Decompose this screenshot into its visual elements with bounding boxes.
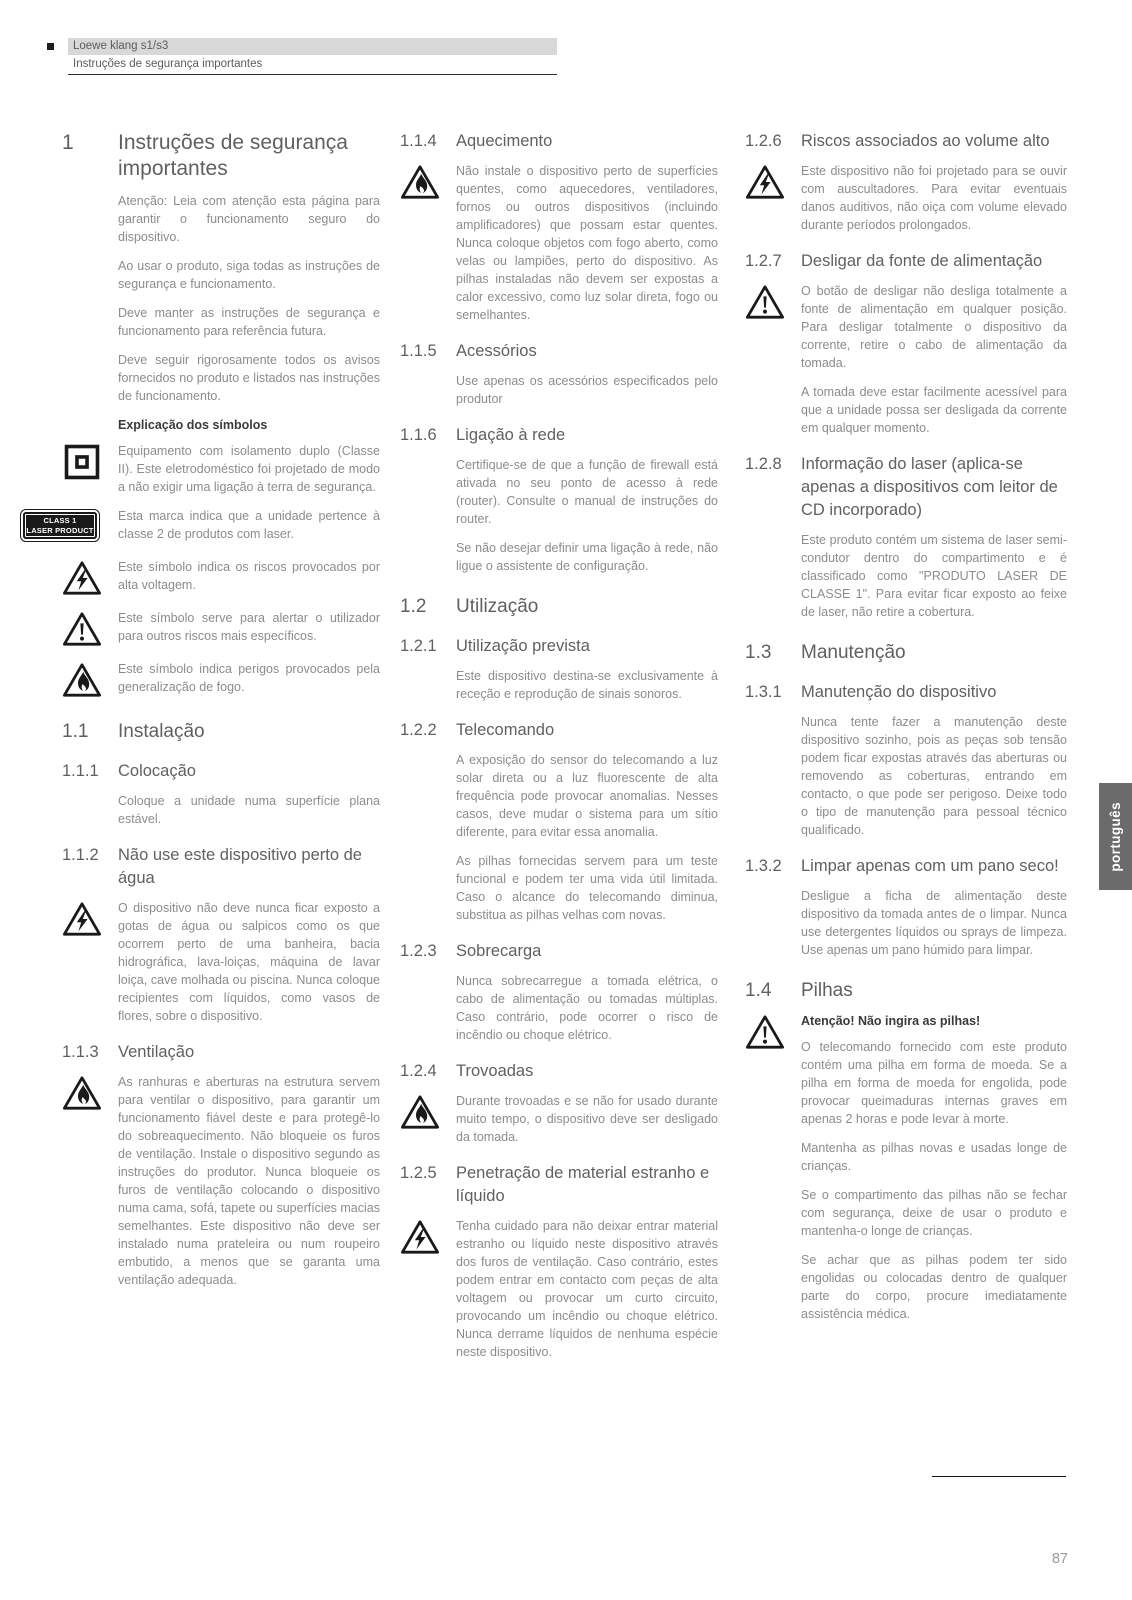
paragraph-text: Se não desejar definir uma ligação à rede, não ligue o assistente de configuração.	[456, 541, 718, 573]
heading-title: Trovoadas	[456, 1062, 534, 1080]
heading-number: 1.2.7	[745, 252, 782, 270]
high-voltage-icon	[400, 1219, 440, 1255]
paragraph	[745, 383, 1067, 437]
paragraph-text: Este dispositivo destina-se exclusivamente à receção e reprodução de sinais sonoros.	[456, 669, 718, 701]
paragraph	[400, 539, 718, 575]
general-warning-icon	[745, 1014, 785, 1050]
warning-paragraph	[745, 282, 1067, 372]
page-header	[68, 38, 557, 75]
footer-rule	[932, 1476, 1066, 1477]
paragraph-text: Equipamento com isolamento duplo (Classe II). Este eletrodoméstico foi projetado de modo a não exigir uma ligação à terra de segurança.	[118, 444, 380, 494]
heading-number: 1.3.1	[745, 683, 782, 701]
heading-title: Sobrecarga	[456, 942, 542, 960]
paragraph-text: Esta marca indica que a unidade pertence à classe 2 de produtos com laser.	[118, 509, 380, 541]
heading-number: 1.1	[62, 721, 89, 742]
heading-title: Utilização	[456, 596, 539, 617]
heading-title: Informação do laser (aplica-se apenas a dispositivos com leitor de CD incorporado)	[801, 455, 1058, 519]
paragraph-text: Deve manter as instruções de segurança e funcionamento para referência futura.	[118, 306, 380, 338]
paragraph-text: As pilhas fornecidas servem para um teste funcional e podem ter uma vida útil limitada. Caso o alcance do telecomando diminua, substitua as pilhas velhas com novas.	[456, 854, 718, 922]
heading	[745, 979, 1067, 1003]
paragraph-text: Nunca tente fazer a manutenção deste dispositivo sozinho, pois as peças sob tensão podem ficar expostas através das aberturas ou removendo as coberturas, entrando em contacto, o que pode ser perigoso. Deixe todo o tipo de manutenção para pessoal técnico qualificado.	[801, 715, 1067, 837]
heading-title: Acessórios	[456, 342, 537, 360]
laser-badge-line1: CLASS 1	[43, 516, 77, 525]
paragraph-text: A tomada deve estar facilmente acessível para que a unidade possa ser desligada da corrente em qualquer momento.	[801, 385, 1067, 435]
heading-title: Aquecimento	[456, 132, 553, 150]
warning-paragraph	[400, 162, 718, 324]
column-3	[745, 130, 1067, 1334]
paragraph-text: O dispositivo não deve nunca ficar exposto a gotas de água ou salpicos como os que ocorrem perto de uma banheira, bacia hidrográfica, lava-loiças, máquina de lavar loiça, cave molhada ou piscina. Nunca coloque recipientes com líquidos, como vasos de flores, sobre o dispositivo.	[118, 901, 380, 1023]
laser-badge-line2: LASER PRODUCT	[26, 525, 94, 535]
warning-paragraph	[400, 1217, 718, 1361]
fire-hazard-icon	[400, 164, 440, 200]
heading-number: 1.2.3	[400, 942, 437, 960]
heading-title: Riscos associados ao volume alto	[801, 132, 1050, 150]
heading-number: 1.1.4	[400, 132, 437, 150]
paragraph-text: Se achar que as pilhas podem ter sido engolidas ou colocadas dentro de qualquer parte do corpo, procure imediatamente assistência médica.	[801, 1253, 1067, 1321]
paragraph-text: Tenha cuidado para não deixar entrar material estranho ou líquido neste dispositivo através dos furos de ventilação. Caso contrário, estes podem entrar em contacto com peças de alta voltagem ou provocar um curto circuito, provocando um incêndio ou choque elétrico. Nunca derrame líquidos de nenhuma espécie neste dispositivo.	[456, 1219, 718, 1359]
heading-number: 1.1.1	[62, 762, 99, 780]
language-tab-label: português	[1108, 801, 1123, 872]
class1-laser-badge	[20, 509, 100, 542]
heading	[745, 130, 1067, 153]
warning-paragraph	[62, 1073, 380, 1289]
heading-title: Instruções de segurança importantes	[118, 131, 348, 180]
paragraph-text: Use apenas os acessórios especificados pelo produtor	[456, 374, 718, 406]
heading	[400, 340, 718, 363]
heading-number: 1.1.5	[400, 342, 437, 360]
heading-title: Telecomando	[456, 721, 555, 739]
paragraph-text: O botão de desligar não desliga totalmente a fonte de alimentação em qualquer posição. Para desligar totalmente o dispositivo da corrente, retire o cabo de alimentação da tomada.	[801, 284, 1067, 370]
paragraph	[400, 852, 718, 924]
warning-paragraph	[26, 507, 380, 547]
heading-title: Colocação	[118, 762, 196, 780]
heading-title: Limpar apenas com um pano seco!	[801, 857, 1059, 875]
paragraph-text: Deve seguir rigorosamente todos os avisos fornecidos no produto e listados nas instruções de funcionamento.	[118, 353, 380, 403]
heading-title: Ventilação	[118, 1043, 195, 1061]
heading-number: 1.2	[400, 596, 427, 617]
product-name: Loewe klang s1/s3	[68, 38, 557, 55]
paragraph	[62, 351, 380, 405]
heading	[400, 130, 718, 153]
document-title: Instruções de segurança importantes	[73, 58, 263, 70]
heading-number: 1.1.2	[62, 846, 99, 864]
paragraph-text: Este produto contém um sistema de laser semi-condutor dentro do compartimento e é classificado como "PRODUTO LASER DE CLASSE 1". Para evitar ficar exposto ao feixe de laser, não retire a cobertura.	[801, 533, 1067, 619]
heading-title: Ligação à rede	[456, 426, 566, 444]
paragraph-text: Ao usar o produto, siga todas as instruções de segurança e funcionamento.	[118, 259, 380, 291]
paragraph-text: Este símbolo serve para alertar o utilizador para outros riscos mais específicos.	[118, 611, 380, 643]
heading-number: 1.2.8	[745, 455, 782, 473]
warning-paragraph	[62, 442, 380, 496]
warning-paragraph	[62, 558, 380, 598]
general-warning-icon	[62, 611, 102, 647]
high-voltage-icon	[62, 901, 102, 937]
heading	[745, 681, 1067, 704]
heading-number: 1.4	[745, 980, 772, 1001]
page-number: 87	[1051, 1551, 1068, 1567]
column-2	[400, 130, 718, 1372]
paragraph-text: Este símbolo indica os riscos provocados por alta voltagem.	[118, 560, 380, 592]
heading-number: 1.2.2	[400, 721, 437, 739]
warning-paragraph	[400, 1092, 718, 1146]
paragraph	[745, 1139, 1067, 1175]
paragraph	[400, 751, 718, 841]
high-voltage-icon	[745, 164, 785, 200]
paragraph	[400, 372, 718, 408]
heading	[745, 250, 1067, 273]
class1-laser-badge-text	[23, 512, 97, 539]
paragraph	[62, 304, 380, 340]
paragraph	[62, 257, 380, 293]
heading-title: Desligar da fonte de alimentação	[801, 252, 1043, 270]
paragraph-text: Durante trovoadas e se não for usado durante muito tempo, o dispositivo deve ser desligado da tomada.	[456, 1094, 718, 1144]
heading-title: Utilização prevista	[456, 637, 590, 655]
fire-hazard-icon	[62, 662, 102, 698]
column-1	[26, 130, 380, 1300]
header-bullet-square	[47, 43, 54, 50]
heading	[745, 641, 1067, 665]
bold-label: Explicação dos símbolos	[118, 418, 268, 432]
paragraph	[400, 972, 718, 1044]
double-insulation-icon	[64, 444, 100, 480]
fire-hazard-icon	[62, 1075, 102, 1111]
heading-title: Pilhas	[801, 980, 853, 1001]
heading-number: 1.2.5	[400, 1164, 437, 1182]
fire-hazard-icon	[400, 1094, 440, 1130]
heading	[62, 760, 380, 783]
bold-label: Atenção! Não ingira as pilhas!	[801, 1014, 981, 1028]
paragraph-text: Coloque a unidade numa superfície plana estável.	[118, 794, 380, 826]
paragraph-text: O telecomando fornecido com este produto contém uma pilha em forma de moeda. Se a pilha em forma de moeda for engolida, pode provocar queimaduras internas graves em apenas 2 horas e pode levar à morte.	[801, 1040, 1067, 1126]
paragraph-text: Nunca sobrecarregue a tomada elétrica, o cabo de alimentação ou tomadas múltiplas. Caso contrário, pode ocorrer o risco de incêndio ou choque elétrico.	[456, 974, 718, 1042]
heading	[745, 855, 1067, 878]
heading	[400, 424, 718, 447]
paragraph	[745, 1251, 1067, 1323]
general-warning-icon	[745, 284, 785, 320]
heading	[400, 1162, 718, 1208]
heading	[62, 844, 380, 890]
heading	[400, 635, 718, 658]
heading-number: 1.1.6	[400, 426, 437, 444]
heading	[400, 595, 718, 619]
heading-number: 1.1.3	[62, 1043, 99, 1061]
heading-number: 1.3	[745, 642, 772, 663]
warning-paragraph	[62, 660, 380, 700]
warning-paragraph	[62, 899, 380, 1025]
paragraph-text: As ranhuras e aberturas na estrutura servem para ventilar o dispositivo, para garantir um funcionamento fiável deste e para protegê-lo do sobreaquecimento. Não bloqueie os furos de ventilação. Instale o dispositivo segundo as instruções do produtor. Nunca bloqueie os furos de ventilação colocando o dispositivo numa cama, sofá, tapete ou superfícies macias semelhantes. Este dispositivo não deve ser instalado numa prateleira ou num roupeiro embutido, a menos que se garanta uma ventilação adequada.	[118, 1075, 380, 1287]
paragraph	[745, 531, 1067, 621]
heading	[400, 940, 718, 963]
paragraph	[745, 887, 1067, 959]
heading	[400, 1060, 718, 1083]
heading-title: Instalação	[118, 721, 205, 742]
heading	[745, 453, 1067, 522]
paragraph-text: Certifique-se de que a função de firewall está ativada no seu ponto de acesso à rede (router). Consulte o manual de instruções do router.	[456, 458, 718, 526]
warning-paragraph	[62, 609, 380, 649]
heading	[62, 720, 380, 744]
heading-title: Manutenção	[801, 642, 906, 663]
paragraph-text: Não instale o dispositivo perto de superfícies quentes, como aquecedores, ventiladores, fornos ou outros dispositivos (incluindo amplificadores) que possam estar quentes. Nunca coloque objetos com fogo aberto, como velas ou lampiões, perto do dispositivo. As pilhas instaladas não devem ser expostas a calor excessivo, como luz solar direta, fogo ou semelhantes.	[456, 164, 718, 322]
paragraph-text: Este dispositivo não foi projetado para se ouvir com auscultadores. Para evitar eventuais danos auditivos, não oiça com volume elevado durante períodos prolongados.	[801, 164, 1067, 232]
paragraph-text: A exposição do sensor do telecomando a luz solar direta ou a luz fluorescente de alta frequência pode provocar anomalias. Nesses casos, deve mudar o sistema para um sítio diferente, para evitar essa anomalia.	[456, 753, 718, 839]
heading	[400, 719, 718, 742]
language-tab	[1099, 783, 1132, 890]
warning-paragraph	[745, 162, 1067, 234]
paragraph-text: Mantenha as pilhas novas e usadas longe de crianças.	[801, 1141, 1067, 1173]
heading-title: Não use este dispositivo perto de água	[118, 846, 362, 887]
heading	[62, 1041, 380, 1064]
paragraph	[745, 1186, 1067, 1240]
heading	[62, 130, 380, 182]
paragraph-text: Atenção: Leia com atenção esta página para garantir o funcionamento seguro do dispositivo.	[118, 194, 380, 244]
paragraph	[400, 456, 718, 528]
heading-number: 1.2.1	[400, 637, 437, 655]
paragraph	[62, 192, 380, 246]
paragraph	[400, 667, 718, 703]
heading-title: Manutenção do dispositivo	[801, 683, 997, 701]
warning-paragraph	[745, 1012, 1067, 1128]
heading-number: 1.2.6	[745, 132, 782, 150]
paragraph-text: Se o compartimento das pilhas não se fechar com segurança, deixe de usar o produto e mantenha-o longe de crianças.	[801, 1188, 1067, 1238]
paragraph	[62, 792, 380, 828]
paragraph	[745, 713, 1067, 839]
heading-number: 1	[62, 131, 74, 154]
heading-number: 1.3.2	[745, 857, 782, 875]
paragraph-text: Este símbolo indica perigos provocados pela generalização de fogo.	[118, 662, 380, 694]
heading-number: 1.2.4	[400, 1062, 437, 1080]
heading-title: Penetração de material estranho e líquido	[456, 1164, 710, 1205]
paragraph-text: Desligue a ficha de alimentação deste dispositivo da tomada antes de o limpar. Nunca use detergentes líquidos ou sprays de limpeza. Use apenas um pano húmido para limpar.	[801, 889, 1067, 957]
high-voltage-icon	[62, 560, 102, 596]
